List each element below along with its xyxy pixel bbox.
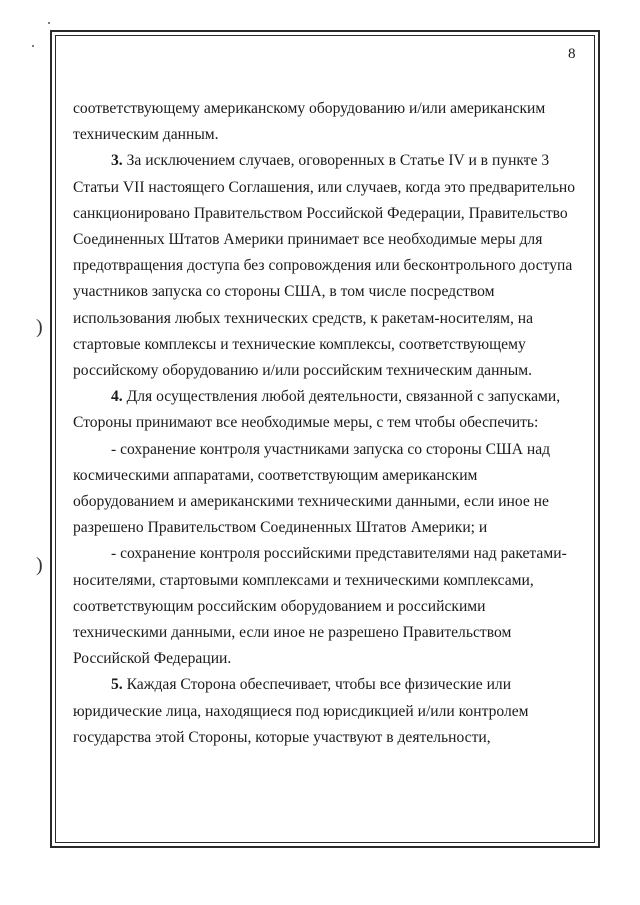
page-number: 8 [568, 46, 576, 62]
paragraph-number: 4. [111, 388, 123, 406]
document-body [73, 96, 578, 751]
scan-speck [48, 22, 50, 24]
dash-item-us-control: - сохранение контроля участниками запуска со стороны США над космическими аппаратами, соответствующим американским оборудованием и американскими техническими данными, если иное не разрешено Правительством Соединенных Штатов Америки; и [73, 440, 551, 537]
margin-bracket-mark: ) [36, 554, 43, 576]
paragraph-continuation: соответствующему американскому оборудованию и/или американским техническим данным. [73, 100, 546, 144]
paragraph-number: 3. [111, 152, 123, 170]
dash-item-russian-control: - сохранение контроля российскими представителями над ракетами-носителями, стартовыми комплексами и техническими комплексами, соответствующим российским оборудованием и российскими техническими данными, если иное не разрешено Правительством Российской Федерации. [73, 545, 567, 668]
paragraph-number: 5. [111, 676, 123, 694]
paragraph-3: 3. За исключением случаев, оговоренных в Статье IV и в пункте 3 Статьи VII настоящего Соглашения, или случаев, когда это предварительно санкционировано Правительством Российской Федерации, Правительство Соединенных Штатов Америки принимает все необходимые меры для предотвращения доступа без сопровождения или бесконтрольного доступа участников запуска со стороны США, в том числе посредством использования любых технических средств, к ракетам-носителям, на стартовые комплексы и технические комплексы, соответствующему российскому оборудованию и/или российским техническим данным. [73, 152, 576, 380]
paragraph-5: 5. Каждая Сторона обеспечивает, чтобы все физические или юридические лица, находящиеся под юрисдикцией и/или контролем государства этой Стороны, которые участвуют в деятельности, [73, 676, 529, 746]
margin-bracket-mark: ) [36, 316, 43, 338]
paragraph-4: 4. Для осуществления любой деятельности, связанной с запусками, Стороны принимают все необходимые меры, с тем чтобы обеспечить: [73, 388, 561, 432]
scan-speck [32, 45, 34, 47]
